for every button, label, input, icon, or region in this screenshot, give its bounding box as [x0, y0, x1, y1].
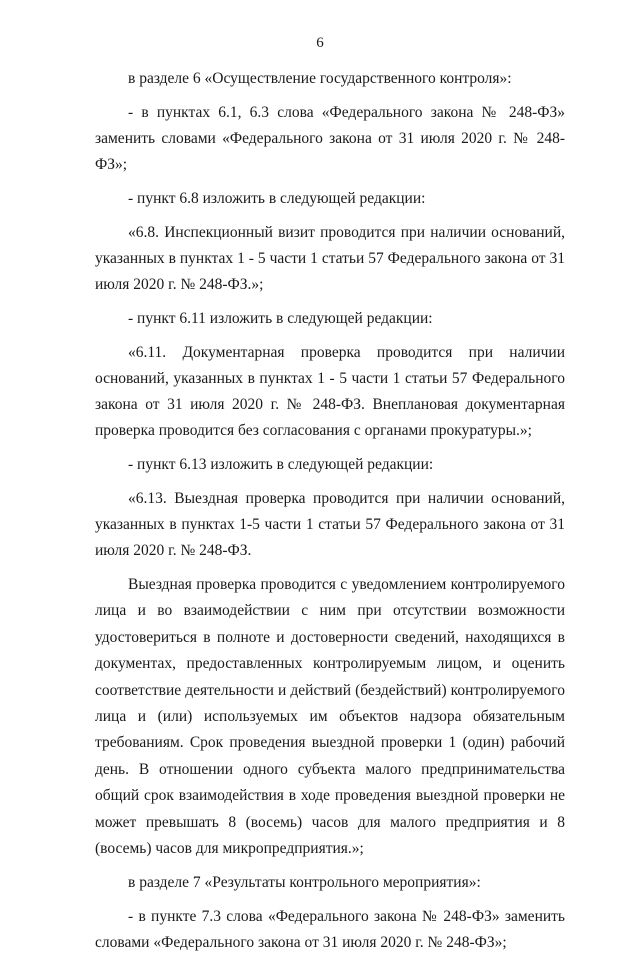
paragraph-point-6-8-text: «6.8. Инспекционный визит проводится при наличии оснований, указанных в пунктах 1 - 5 части 1 статьи 57 Федерального закона от 31 июля 2020 г. № 248-ФЗ.»; — [95, 224, 565, 293]
paragraph-point-6-11-intro: - пункт 6.11 изложить в следующей редакции: — [128, 310, 433, 327]
paragraph-points-6-1-6-3: - в пунктах 6.1, 6.3 слова «Федерального закона № 248-ФЗ» заменить словами «Федерального закона от 31 июля 2020 г. № 248-ФЗ»; — [95, 104, 565, 173]
page-number: 6 — [316, 35, 324, 51]
paragraph-point-7-3: - в пункте 7.3 слова «Федерального закона № 248-ФЗ» заменить словами «Федерального закона от 31 июля 2020 г. № 248-ФЗ»; — [95, 908, 565, 952]
document-body — [95, 66, 565, 964]
paragraph-onsite-inspection: Выездная проверка проводится с уведомлением контролируемого лица и во взаимодействии с ним при отсутствии возможности удостовериться в полноте и достоверности сведений, находящихся в документах, предоставленных контролируемым лицом, и оценить соответствие деятельности и действий (бездействий) контролируемого лица и (или) используемых им объектов надзора обязательным требованиям. Срок проведения выездной проверки 1 (один) рабочий день. В отношении одного субъекта малого предпринимательства общий срок взаимодействия в ходе проведения выездной проверки не может превышать 8 (восемь) часов для малого предприятия и 8 (восемь) часов для микропредприятия.»; — [95, 576, 565, 858]
paragraph-point-6-8-intro: - пункт 6.8 изложить в следующей редакции: — [128, 190, 426, 207]
paragraph-point-6-13-text: «6.13. Выездная проверка проводится при наличии оснований, указанных в пунктах 1-5 части 1 статьи 57 Федерального закона от 31 июля 2020 г. № 248-ФЗ. — [95, 490, 565, 559]
paragraph-section-7-heading: в разделе 7 «Результаты контрольного мероприятия»: — [128, 874, 481, 892]
paragraph-point-6-11-text: «6.11. Документарная проверка проводится при наличии оснований, указанных в пунктах 1 - 5 части 1 статьи 57 Федерального закона от 31 июля 2020 г. № 248-ФЗ. Внеплановая документарная проверка проводится без согласования с органами прокуратуры.»; — [95, 344, 565, 439]
paragraph-point-6-13-intro: - пункт 6.13 изложить в следующей редакции: — [128, 456, 434, 473]
paragraph-section-6-heading: в разделе 6 «Осуществление государственного контроля»: — [128, 70, 512, 87]
